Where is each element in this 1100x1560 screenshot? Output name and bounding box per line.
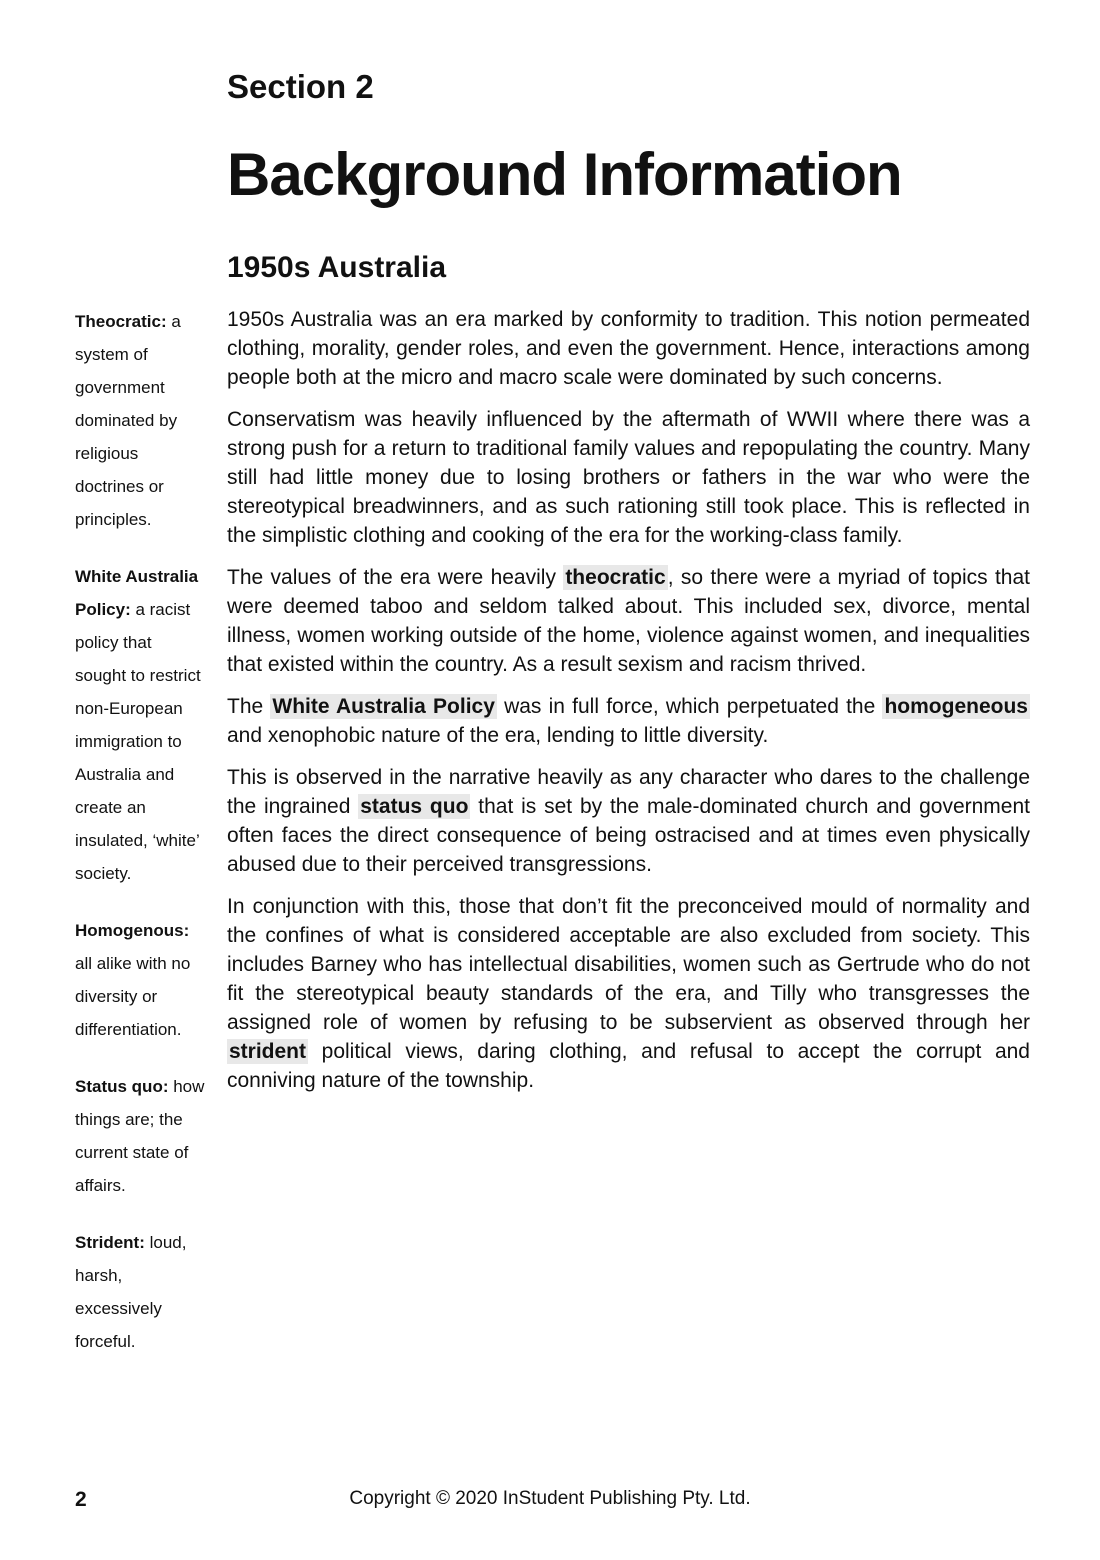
margin-note-term: Strident: (75, 1233, 145, 1253)
highlighted-term: status quo (360, 795, 469, 819)
margin-notes-column (75, 305, 207, 1382)
subsection-title: 1950s Australia (227, 250, 447, 284)
margin-note (75, 560, 207, 890)
margin-note (75, 1070, 207, 1202)
highlighted-term: White Australia Policy (272, 695, 495, 719)
document-footer (0, 1488, 1100, 1514)
margin-note-term: Status quo: (75, 1077, 169, 1097)
document-header (0, 0, 1100, 283)
margin-note-term: Homogenous: (75, 921, 190, 941)
margin-note-term: White Australia Policy: (75, 567, 199, 620)
margin-note-term: Theocratic: (75, 312, 167, 332)
page-number: 2 (75, 1488, 87, 1511)
copyright-text: Copyright © 2020 InStudent Publishing Pty. Ltd. (349, 1488, 751, 1509)
body-text-column (227, 305, 1030, 1108)
paragraph: In conjunction with this, those that don’t fit the preconceived mould of normality and the confines of what is considered acceptable are also excluded from society. This includes Barney who has intellectual disabilities, women such as Gertrude who do not fit the stereotypical beauty standards of the era, and Tilly who transgresses the assigned role of women by refusing to be subservient as observed through her strident political views, daring clothing, and refusal to accept the corrupt and conniving nature of the township. (227, 895, 1030, 1093)
paragraph: The values of the era were heavily theocratic, so there were a myriad of topics that were deemed taboo and seldom talked about. This included sex, divorce, mental illness, women working outside of the home, violence against women, and inequalities that existed within the country. As a result sexism and racism thrived. (227, 566, 1030, 677)
margin-note (75, 305, 207, 536)
paragraph: Conservatism was heavily influenced by the aftermath of WWII where there was a strong push for a return to traditional family values and repopulating the country. Many still had little money due to losing brothers or fathers in the war who were the stereotypical breadwinners, and as such rationing still took place. This is reflected in the simplistic clothing and cooking of the era for the working-class family. (227, 408, 1030, 548)
margin-note (75, 914, 207, 1046)
paragraph: This is observed in the narrative heavily as any character who dares to the challenge the ingrained status quo that is set by the male-dominated church and government often faces the direct consequence of being ostracised and at times even physically abused due to their perceived transgressions. (227, 766, 1030, 877)
margin-note (75, 1226, 207, 1358)
margin-note-definition: loud, harsh, excessively forceful. (75, 1233, 187, 1352)
margin-note-definition: a racist policy that sought to restrict non-European immigration to Australia and create an insulated, ‘white’ society. (75, 600, 201, 884)
section-label: Section 2 (227, 68, 374, 105)
content-area (75, 305, 1030, 1382)
highlighted-term: strident (229, 1040, 307, 1064)
paragraph: The White Australia Policy was in full force, which perpetuated the homogeneous and xenophobic nature of the era, lending to little diversity. (227, 695, 1028, 748)
highlighted-term: homogeneous (884, 695, 1028, 719)
margin-note-definition: how things are; the current state of affairs. (75, 1077, 205, 1196)
margin-note-definition: all alike with no diversity or differentiation. (75, 954, 191, 1040)
highlighted-term: theocratic (565, 566, 666, 590)
margin-note-definition: a system of government dominated by religious doctrines or principles. (75, 312, 181, 530)
page-title: Background Information (227, 140, 902, 208)
paragraph: 1950s Australia was an era marked by conformity to tradition. This notion permeated clothing, morality, gender roles, and even the government. Hence, interactions among people both at the micro and macro scale were dominated by such concerns. (227, 308, 1030, 390)
